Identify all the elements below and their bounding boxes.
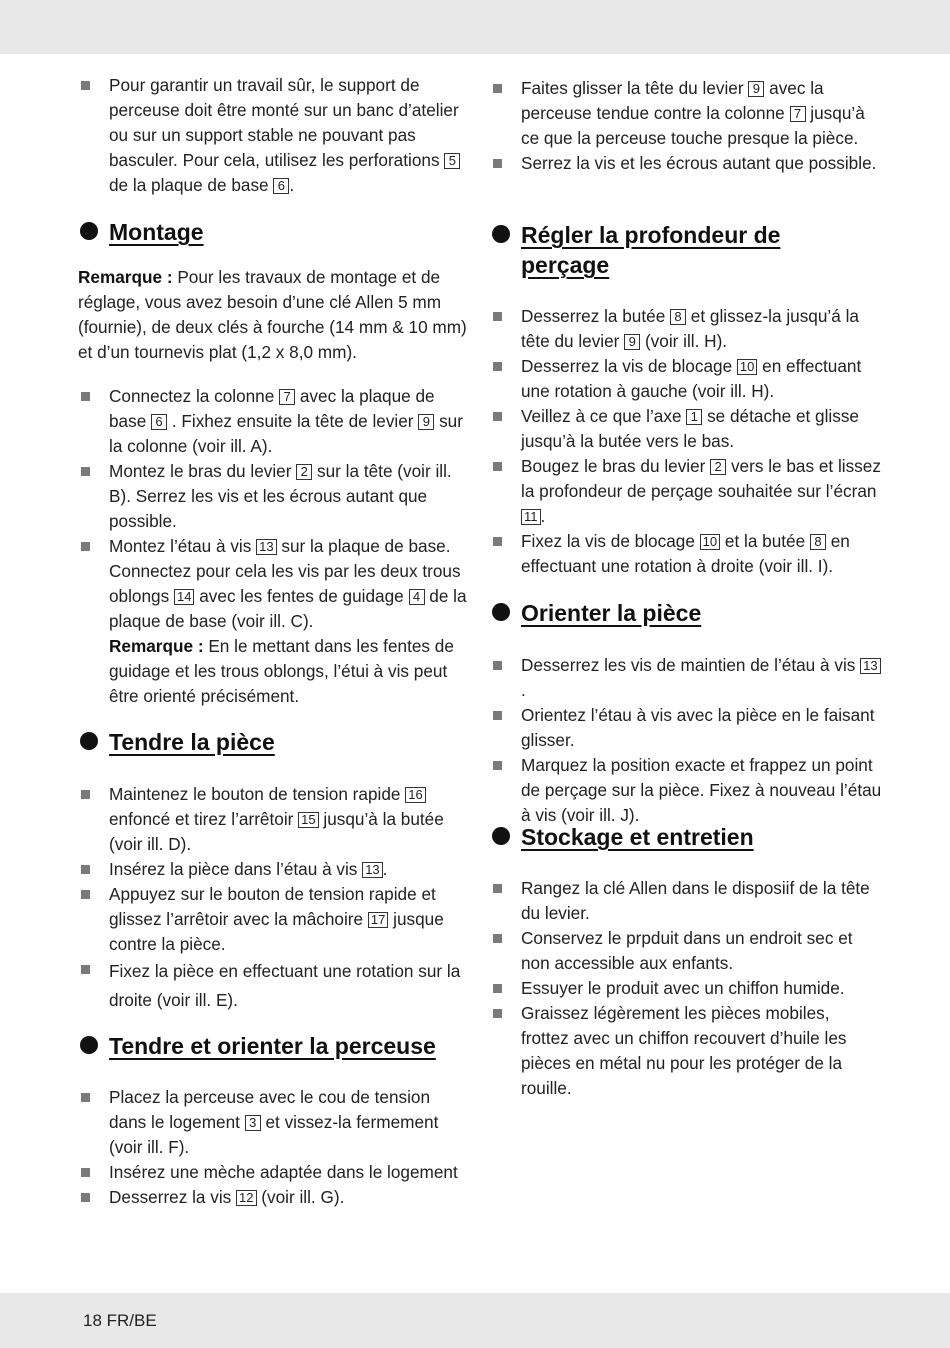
stockage-list — [490, 876, 882, 1101]
item-text: Appuyez sur le bouton de tension rapide et glissez l’arrêtoir avec la mâchoire 17 jusque contre la pièce. — [109, 884, 444, 954]
list-item — [490, 653, 882, 703]
square-bullet-icon — [81, 890, 90, 899]
square-bullet-icon — [81, 81, 90, 90]
square-bullet-icon — [493, 884, 502, 893]
note-text: En le mettant dans les fentes de guidage et les trous oblongs, l’étui à vis peut être orienté précisément. — [109, 636, 454, 706]
section-title: Régler la profondeur de perçage — [521, 222, 781, 278]
square-bullet-icon — [81, 467, 90, 476]
section-bullet-icon — [492, 225, 510, 243]
list-item — [490, 354, 882, 404]
reference-number-box: 9 — [624, 334, 640, 350]
square-bullet-icon — [493, 761, 502, 770]
list-item — [78, 957, 470, 1015]
heading-orienter — [490, 598, 882, 628]
item-text: Orientez l’étau à vis avec la pièce en le faisant glisser. — [521, 705, 875, 750]
reference-number-box: 14 — [174, 589, 194, 605]
note-label: Remarque : — [78, 267, 173, 287]
section-bullet-icon — [492, 603, 510, 621]
item-text: Desserrez la vis de blocage 10 en effectuant une rotation à gauche (voir ill. H). — [521, 356, 862, 401]
item-text: Essuyer le produit avec un chiffon humide. — [521, 978, 845, 998]
square-bullet-icon — [81, 392, 90, 401]
page-number: 18 FR/BE — [83, 1311, 157, 1330]
item-text: Fixez la pièce en effectuant une rotation sur la droite (voir ill. E). — [109, 961, 461, 1010]
item-text: Faites glisser la tête du levier 9 avec la perceuse tendue contre la colonne 7 jusqu’à ce que la perceuse touche presque la pièce. — [521, 78, 865, 148]
section-title: Montage — [109, 219, 204, 245]
reference-number-box: 6 — [151, 414, 167, 430]
list-item — [78, 1160, 470, 1185]
section-title: Orienter la pièce — [521, 600, 702, 626]
heading-profondeur — [490, 220, 882, 280]
heading-tendre-perceuse — [78, 1031, 470, 1061]
item-text: Desserrez la butée 8 et glissez-la jusqu’á la tête du levier 9 (voir ill. H). — [521, 306, 859, 351]
reference-number-box: 9 — [418, 414, 434, 430]
square-bullet-icon — [493, 412, 502, 421]
reference-number-box: 1 — [686, 409, 702, 425]
reference-number-box: 2 — [710, 459, 726, 475]
square-bullet-icon — [81, 1093, 90, 1102]
list-item — [78, 882, 470, 957]
reference-number-box: 12 — [236, 1190, 256, 1206]
square-bullet-icon — [493, 362, 502, 371]
square-bullet-icon — [493, 711, 502, 720]
heading-montage — [78, 217, 470, 247]
item-text: Pour garantir un travail sûr, le support de perceuse doit être monté sur un banc d’atelier ou sur un support stable ne pouvant pas basculer. Pour cela, utilisez les perforations 5 de la plaque de base 6 . — [109, 75, 459, 195]
list-item — [78, 384, 470, 459]
item-text: Desserrez les vis de maintien de l’étau à vis 13. — [521, 655, 881, 700]
list-item — [490, 529, 882, 579]
item-text: Graissez légèrement les pièces mobiles, frottez avec un chiffon recouvert d’huile les pièces en métal nu pour les protéger de la rouille. — [521, 1003, 847, 1098]
tendre-perceuse-list — [78, 1085, 470, 1210]
list-item — [78, 534, 470, 709]
list-item — [490, 926, 882, 976]
item-text: Rangez la clé Allen dans le disposiif de la tête du levier. — [521, 878, 870, 923]
reference-number-box: 16 — [405, 787, 425, 803]
reference-number-box: 11 — [521, 509, 541, 525]
header-band — [0, 0, 950, 54]
section-bullet-icon — [80, 732, 98, 750]
square-bullet-icon — [81, 865, 90, 874]
list-item — [78, 782, 470, 857]
square-bullet-icon — [493, 661, 502, 670]
list-item — [490, 703, 882, 753]
reference-number-box: 13 — [256, 539, 276, 555]
item-text: Serrez la vis et les écrous autant que possible. — [521, 153, 877, 173]
reference-number-box: 2 — [296, 464, 312, 480]
reference-number-box: 10 — [737, 359, 757, 375]
list-item — [78, 73, 470, 198]
square-bullet-icon — [493, 159, 502, 168]
list-item — [490, 876, 882, 926]
item-text: Insérez la pièce dans l’étau à vis 13 . — [109, 859, 388, 879]
orienter-list — [490, 653, 882, 828]
item-text: Bougez le bras du levier 2 vers le bas et lissez la profondeur de perçage souhaitée sur l’écran 11 . — [521, 456, 881, 526]
reference-number-box: 8 — [670, 309, 686, 325]
reference-number-box: 5 — [444, 153, 460, 169]
reference-number-box: 10 — [700, 534, 720, 550]
item-text: Insérez une mèche adaptée dans le logement — [109, 1162, 458, 1182]
item-text: Veillez à ce que l’axe 1 se détache et glisse jusqu’à la butée vers le bas. — [521, 406, 859, 451]
item-text: Desserrez la vis 12 (voir ill. G). — [109, 1187, 345, 1207]
square-bullet-icon — [81, 790, 90, 799]
square-bullet-icon — [81, 1168, 90, 1177]
square-bullet-icon — [493, 84, 502, 93]
reference-number-box: 17 — [368, 912, 388, 928]
section-title: Tendre la pièce — [109, 729, 275, 755]
section-title: Stockage et entretien — [521, 824, 754, 850]
item-text: Maintenez le bouton de tension rapide 16 enfoncé et tirez l’arrêtoir 15 jusqu’à la butée (voir ill. D). — [109, 784, 444, 854]
reference-number-box: 8 — [810, 534, 826, 550]
montage-list — [78, 384, 470, 709]
item-text: Marquez la position exacte et frappez un point de perçage sur la pièce. Fixez à nouveau l’étau à vis (voir ill. J). — [521, 755, 882, 825]
reference-number-box: 9 — [748, 81, 764, 97]
profondeur-list — [490, 304, 882, 579]
reference-number-box: 4 — [409, 589, 425, 605]
item-text: Placez la perceuse avec le cou de tension dans le logement 3 et vissez-la fermement (voir ill. F). — [109, 1087, 439, 1157]
reference-number-box: 7 — [279, 389, 295, 405]
item-text: Connectez la colonne 7 avec la plaque de base 6 . Fixhez ensuite la tête de levier 9 sur la colonne (voir ill. A). — [109, 386, 463, 456]
heading-stockage — [490, 822, 882, 852]
square-bullet-icon — [493, 1009, 502, 1018]
intro-list-right — [490, 76, 882, 176]
reference-number-box: 13 — [860, 658, 880, 674]
square-bullet-icon — [493, 934, 502, 943]
reference-number-box: 13 — [362, 862, 382, 878]
reference-number-box: 6 — [273, 178, 289, 194]
section-bullet-icon — [492, 827, 510, 845]
reference-number-box: 15 — [298, 812, 318, 828]
square-bullet-icon — [493, 462, 502, 471]
montage-note — [78, 265, 470, 365]
item-text: Montez l’étau à vis 13 sur la plaque de base. Connectez pour cela les vis par les deux trous oblongs 14 avec les fentes de guidage 4 de la plaque de base (voir ill. C). — [109, 536, 467, 631]
note-label: Remarque : — [109, 636, 204, 656]
note-text: Pour les travaux de montage et de réglage, vous avez besoin d’une clé Allen 5 mm (fournie), de deux clés à fourche (14 mm & 10 mm) et d’un tournevis plat (1,2 x 8,0 mm). — [78, 267, 467, 362]
list-item — [78, 857, 470, 882]
reference-number-box: 7 — [790, 106, 806, 122]
list-item — [78, 1185, 470, 1210]
heading-tendre-piece — [78, 727, 470, 757]
tendre-piece-list — [78, 782, 470, 1015]
reference-number-box: 3 — [245, 1115, 261, 1131]
list-item — [78, 1085, 470, 1160]
square-bullet-icon — [493, 312, 502, 321]
list-item — [490, 753, 882, 828]
square-bullet-icon — [493, 537, 502, 546]
section-bullet-icon — [80, 222, 98, 240]
item-text: Fixez la vis de blocage 10 et la butée 8 en effectuant une rotation à droite (voir ill. I). — [521, 531, 850, 576]
list-item — [490, 151, 882, 176]
list-item — [490, 976, 882, 1001]
list-item — [78, 459, 470, 534]
section-title: Tendre et orienter la perceuse — [109, 1033, 436, 1059]
list-item — [490, 454, 882, 529]
square-bullet-icon — [81, 965, 90, 974]
list-item — [490, 1001, 882, 1101]
list-item — [490, 76, 882, 151]
list-item — [490, 404, 882, 454]
item-text: Montez le bras du levier 2 sur la tête (voir ill. B). Serrez les vis et les écrous autant que possible. — [109, 461, 452, 531]
square-bullet-icon — [81, 542, 90, 551]
square-bullet-icon — [493, 984, 502, 993]
square-bullet-icon — [81, 1193, 90, 1202]
intro-list-left — [78, 73, 470, 198]
item-text: Conservez le prpduit dans un endroit sec et non accessible aux enfants. — [521, 928, 853, 973]
section-bullet-icon — [80, 1036, 98, 1054]
list-item — [490, 304, 882, 354]
